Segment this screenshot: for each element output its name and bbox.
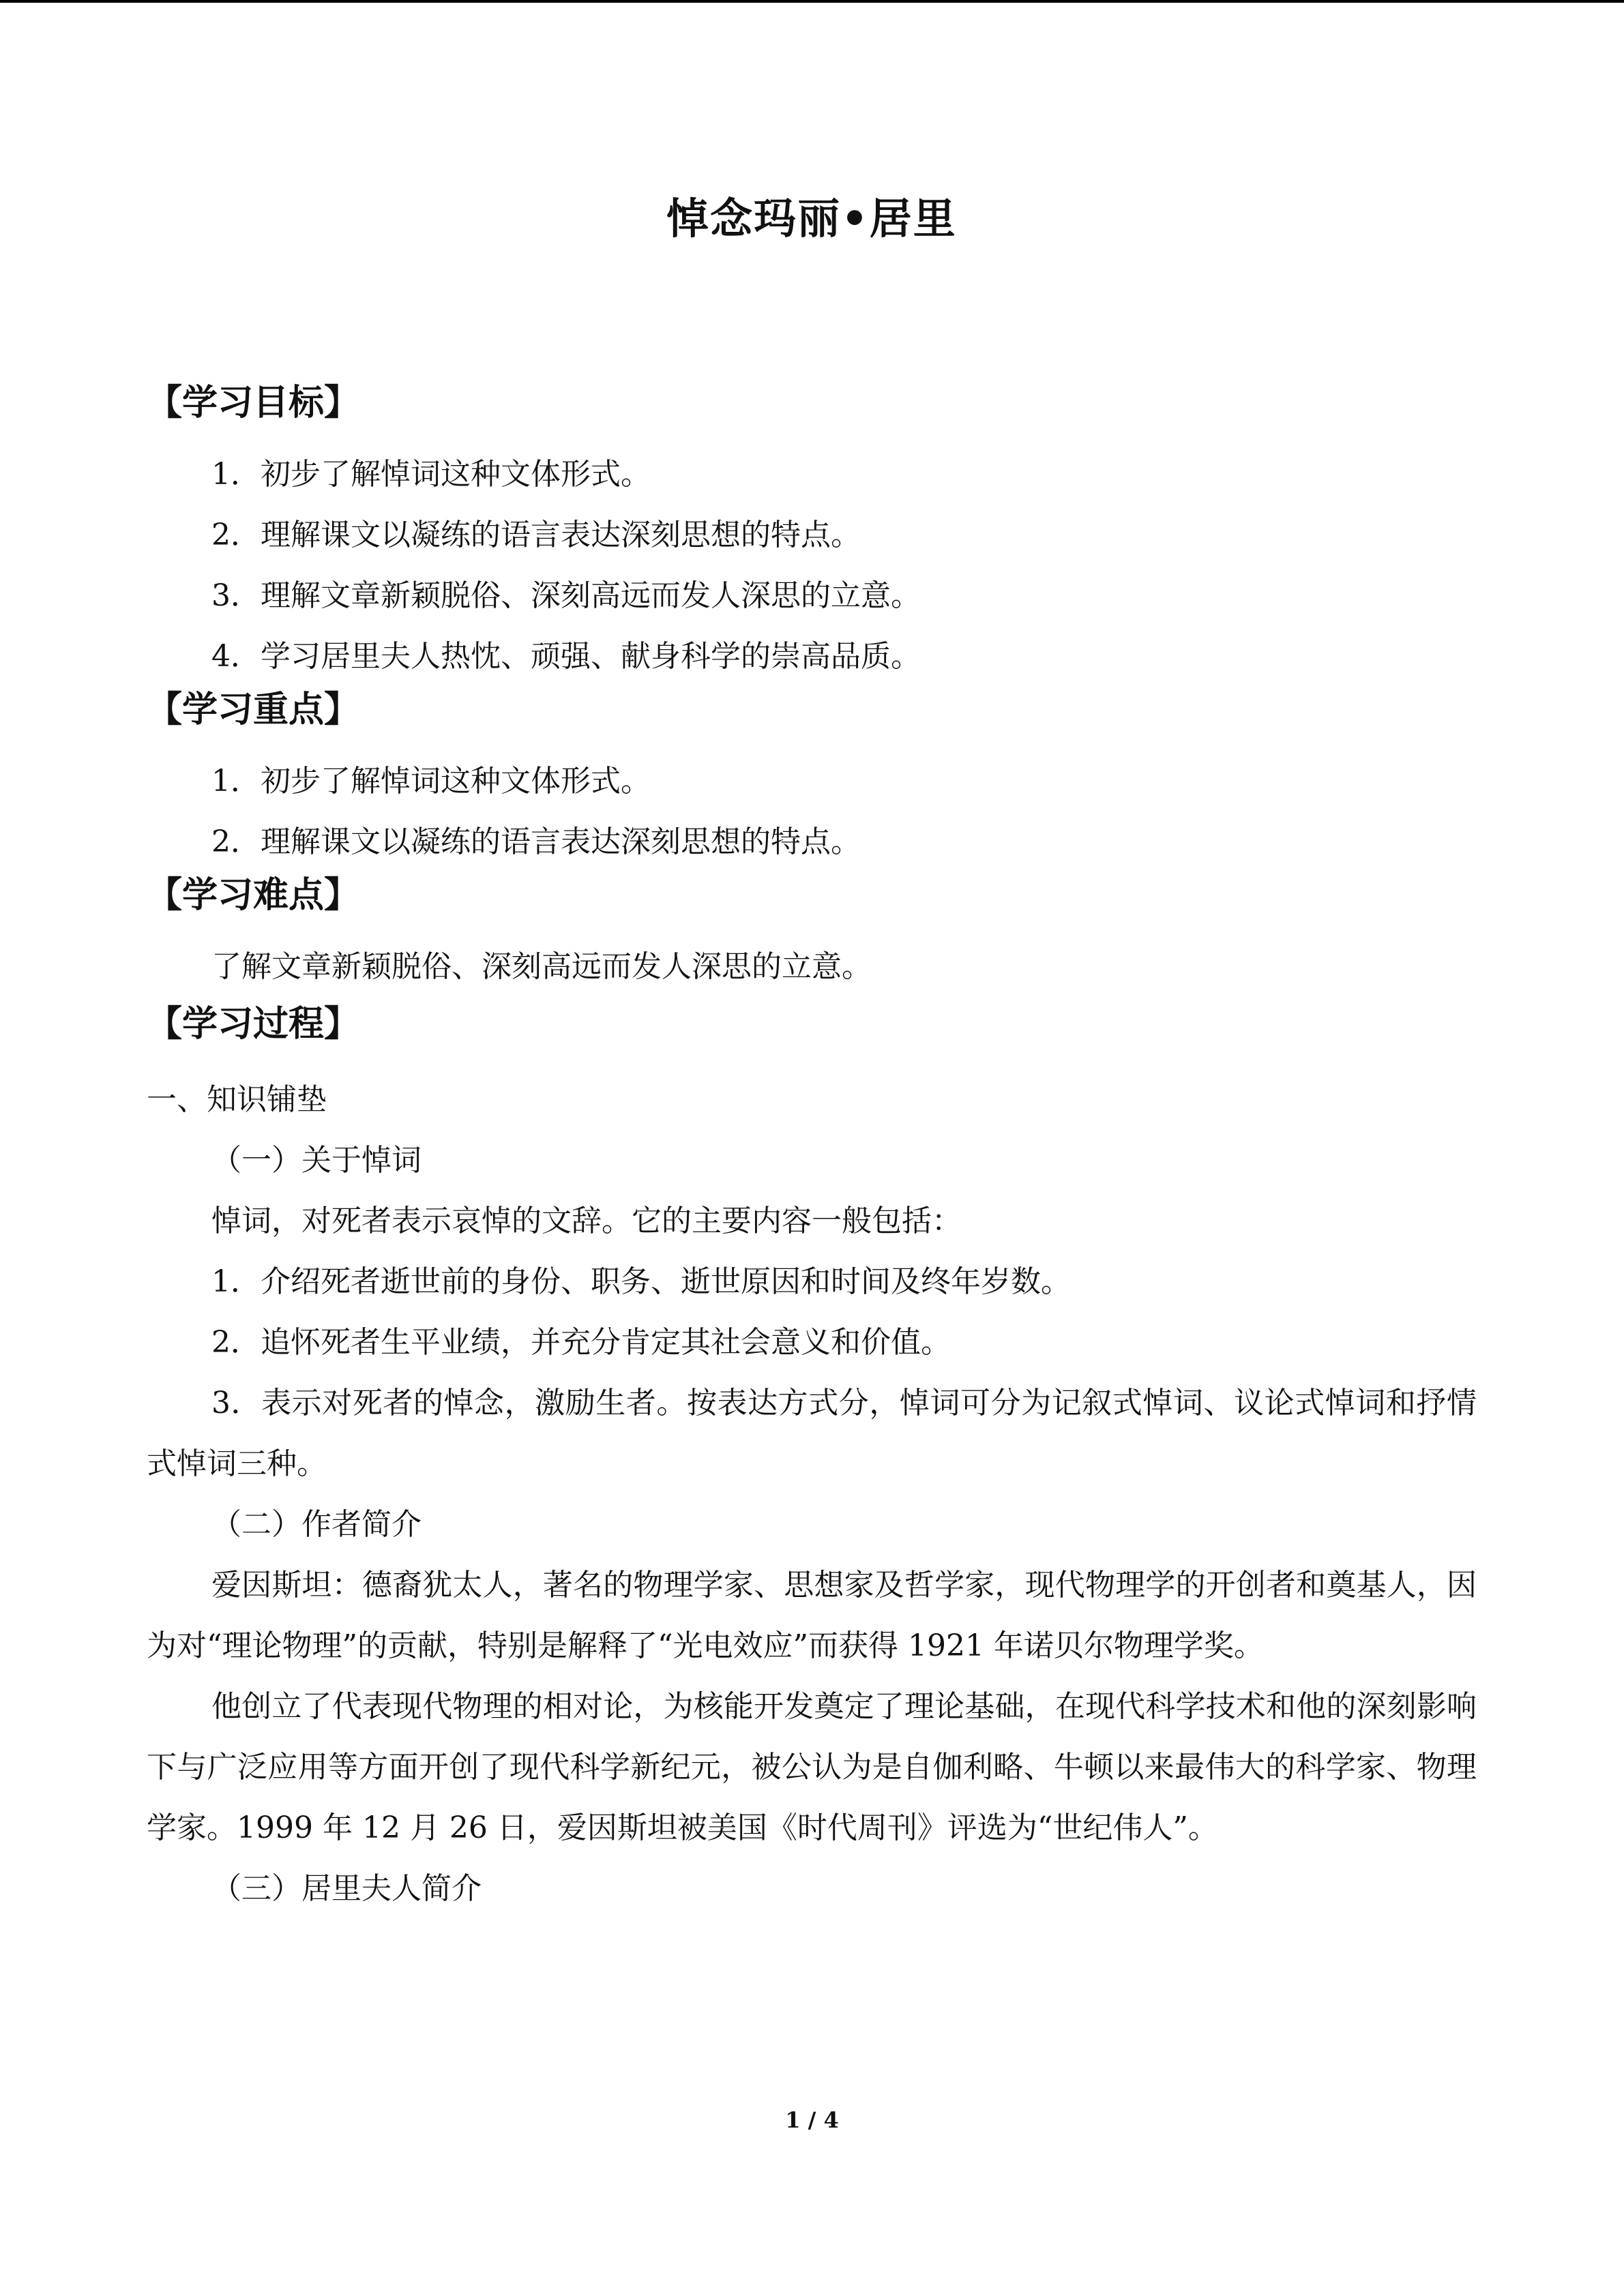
section-heading-objectives: 【学习目标】 <box>147 383 360 423</box>
objective-item: 1．初步了解悼词这种文体形式。 <box>211 457 651 492</box>
eulogy-item: 2．追怀死者生平业绩，并充分肯定其社会意义和价值。 <box>211 1325 951 1360</box>
section-difficulties <box>147 875 1477 997</box>
difficulty-text: 了解文章新颖脱俗、深刻高远而发人深思的立意。 <box>211 949 872 984</box>
page-number: 1 / 4 <box>785 2107 839 2133</box>
subsection-title-curie: （三）居里夫人简介 <box>211 1871 482 1906</box>
top-border-rule <box>0 0 1624 3</box>
eulogy-item: 3．表示对死者的悼念，激励生者。按表达方式分，悼词可分为记叙式悼词、议论式悼词和抒情式悼词三种。 <box>147 1386 1477 1481</box>
section-heading-difficulties: 【学习难点】 <box>147 875 360 916</box>
part-title-knowledge: 一、知识铺垫 <box>147 1082 327 1117</box>
objective-item: 2．理解课文以凝练的语言表达深刻思想的特点。 <box>211 518 861 552</box>
section-objectives <box>147 385 1477 687</box>
section-key-points <box>147 689 1477 872</box>
section-heading-key-points: 【学习重点】 <box>147 689 360 730</box>
author-paragraph: 爱因斯坦：德裔犹太人，著名的物理学家、思想家及哲学家，现代物理学的开创者和奠基人，因为对“理论物理”的贡献，特别是解释了“光电效应”而获得 1921 年诺贝尔物理学奖。 <box>147 1568 1477 1663</box>
subsection-title-author: （二）作者简介 <box>211 1507 422 1542</box>
section-heading-process: 【学习过程】 <box>147 1004 360 1045</box>
objective-item: 4．学习居里夫人热忱、顽强、献身科学的崇高品质。 <box>211 639 921 674</box>
eulogy-item: 1．介绍死者逝世前的身份、职务、逝世原因和时间及终年岁数。 <box>211 1264 1071 1299</box>
objective-item: 3．理解文章新颖脱俗、深刻高远而发人深思的立意。 <box>211 578 921 613</box>
eulogy-intro: 悼词，对死者表示哀悼的文辞。它的主要内容一般包括： <box>211 1204 962 1238</box>
document-page <box>147 194 1477 1919</box>
section-process <box>147 1004 1477 1919</box>
document-title: 悼念玛丽•居里 <box>666 194 957 243</box>
key-point-item: 1．初步了解悼词这种文体形式。 <box>211 764 651 799</box>
author-paragraph: 他创立了代表现代物理的相对论，为核能开发奠定了理论基础，在现代科学技术和他的深刻影响下与广泛应用等方面开创了现代科学新纪元，被公认为是自伽利略、牛顿以来最伟大的科学家、物理学家。1999 年 12 月 26 日，爱因斯坦被美国《时代周刊》评选为“世纪伟人”。 <box>147 1689 1477 1845</box>
key-point-item: 2．理解课文以凝练的语言表达深刻思想的特点。 <box>211 824 861 859</box>
subsection-title-eulogy: （一）关于悼词 <box>211 1143 422 1178</box>
